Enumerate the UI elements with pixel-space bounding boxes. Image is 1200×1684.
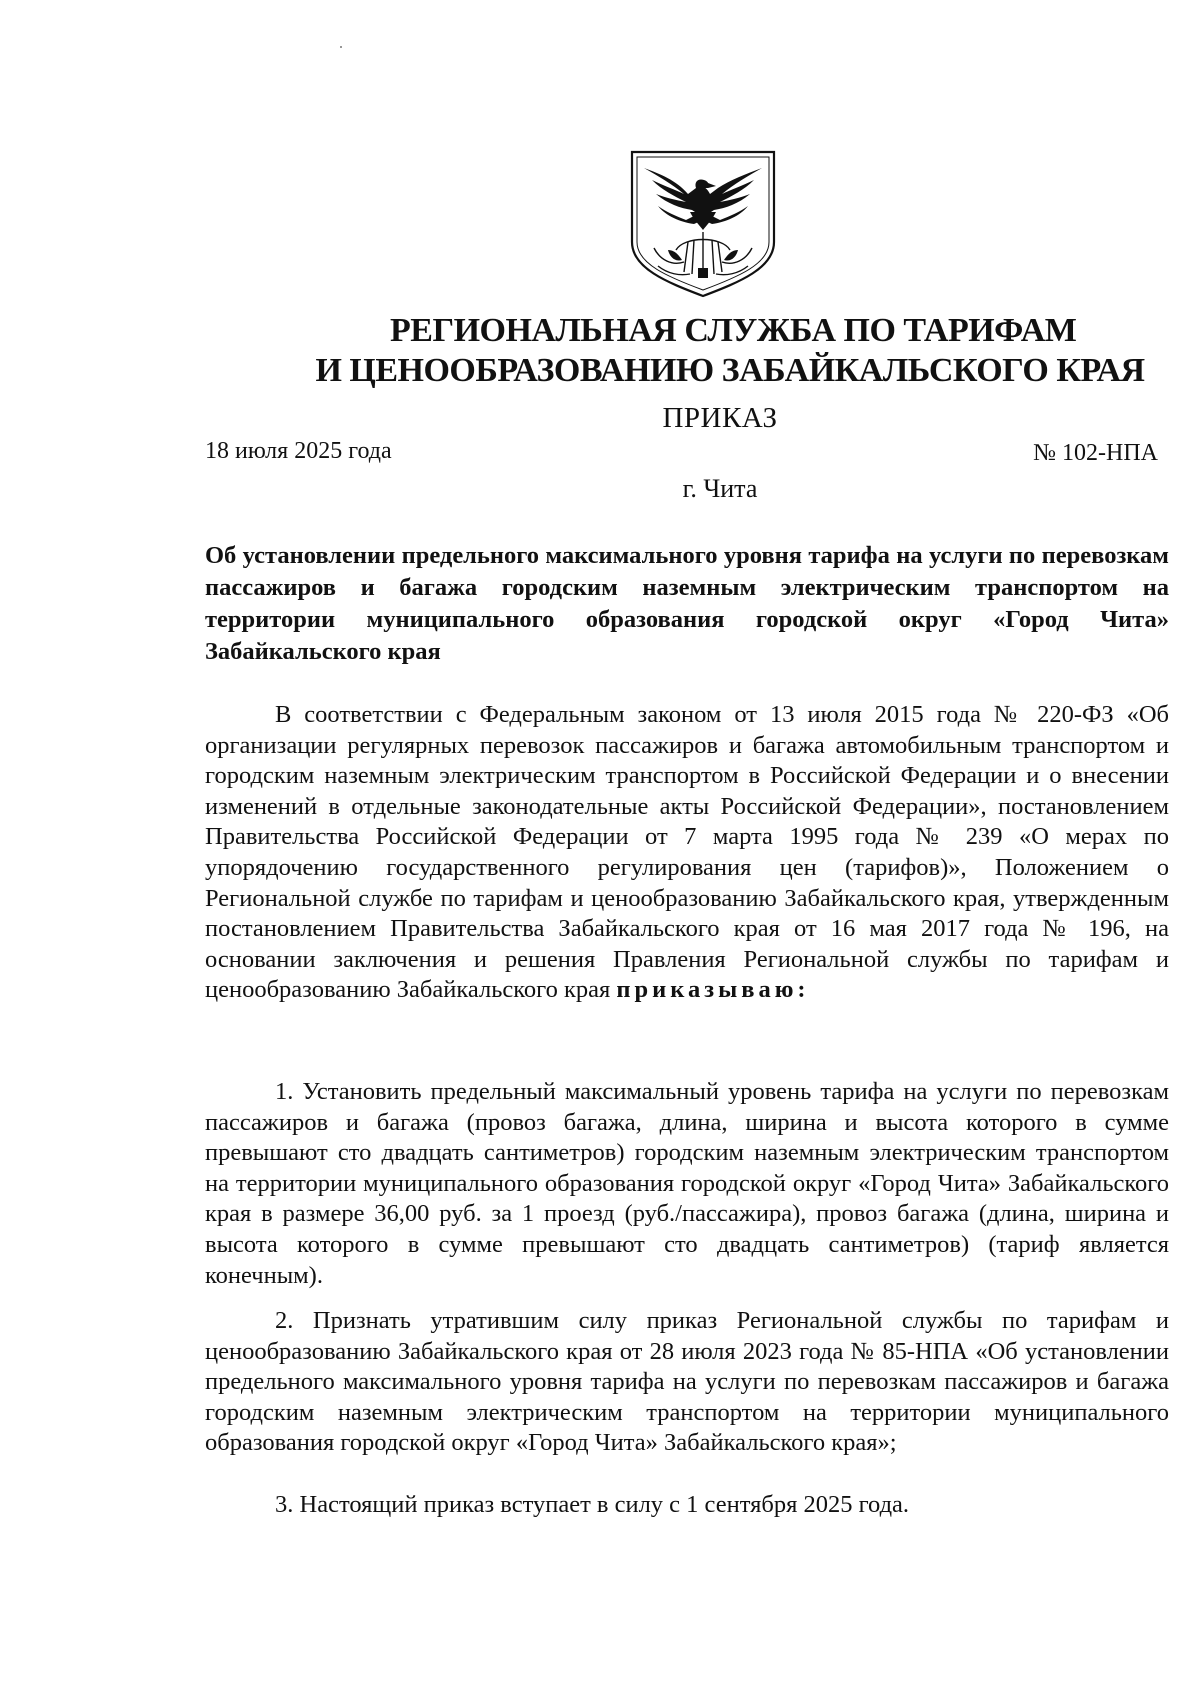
document-number: № 102-НПА <box>1033 440 1158 466</box>
order-item-1: 1. Установить предельный максимальный уровень тарифа на услуги по перевозкам пассажиров и багажа (провоз багажа, длина, ширина и высота которого в сумме превышают сто двадцать сантиметров) городским наземным электрическим транспортом на территории муниципального образования городской округ «Город Чита» Забайкальского края в размере 36,00 руб. за 1 проезд (руб./пассажира), провоз багажа (длина, ширина и высота которого в сумме превышают сто двадцать сантиметров) (тариф является конечным). <box>205 1078 1169 1289</box>
document-type: ПРИКАЗ <box>662 402 778 434</box>
order-word: приказываю: <box>616 976 810 1004</box>
preamble-text: В соответствии с Федеральным законом от 13 июля 2015 года № 220-ФЗ «Об организации регулярных перевозок пассажиров и багажа автомобильным транспортом и городским наземным электрическим транспортом в Российской Федерации и о внесении изменений в отдельные законодательные акты Российской Федерации», постановлением Правительства Российской Федерации от 7 марта 1995 года № 239 «О мерах по упорядочению государственного регулирования цен (тарифов)», Положением о Региональной службе по тарифам и ценообразованию Забайкальского края, утвержденным постановлением Правительства Забайкальского края от 16 мая 2017 года № 196, на основании заключения и решения Правления Региональной службы по тарифам и ценообразованию Забайкальского края <box>205 701 1169 1004</box>
coat-of-arms-icon <box>628 150 778 298</box>
order-item-3: 3. Настоящий приказ вступает в силу с 1 сентября 2025 года. <box>275 1491 910 1518</box>
document-subject: Об установлении предельного максимального уровня тарифа на услуги по перевозкам пассажиров и багажа городским наземным электрическим транспортом на территории муниципального образования городской округ «Город Чита» Забайкальского края <box>205 542 1169 665</box>
agency-name-line-1: РЕГИОНАЛЬНАЯ СЛУЖБА ПО ТАРИФАМ <box>390 312 1077 349</box>
document-city: г. Чита <box>682 474 758 503</box>
agency-name-line-2: И ЦЕНООБРАЗОВАНИЮ ЗАБАЙКАЛЬСКОГО КРАЯ <box>315 352 1145 389</box>
order-item-2: 2. Признать утратившим силу приказ Региональной службы по тарифам и ценообразованию Забайкальского края от 28 июля 2023 года № 85-НПА «Об установлении предельного максимального уровня тарифа на услуги по перевозкам пассажиров и багажа городским наземным электрическим транспортом на территории муниципального образования городской округ «Город Чита» Забайкальского края»; <box>205 1307 1169 1457</box>
document-date: 18 июля 2025 года <box>205 438 392 464</box>
preamble-paragraph <box>205 700 1169 1006</box>
scan-speck <box>340 46 342 48</box>
